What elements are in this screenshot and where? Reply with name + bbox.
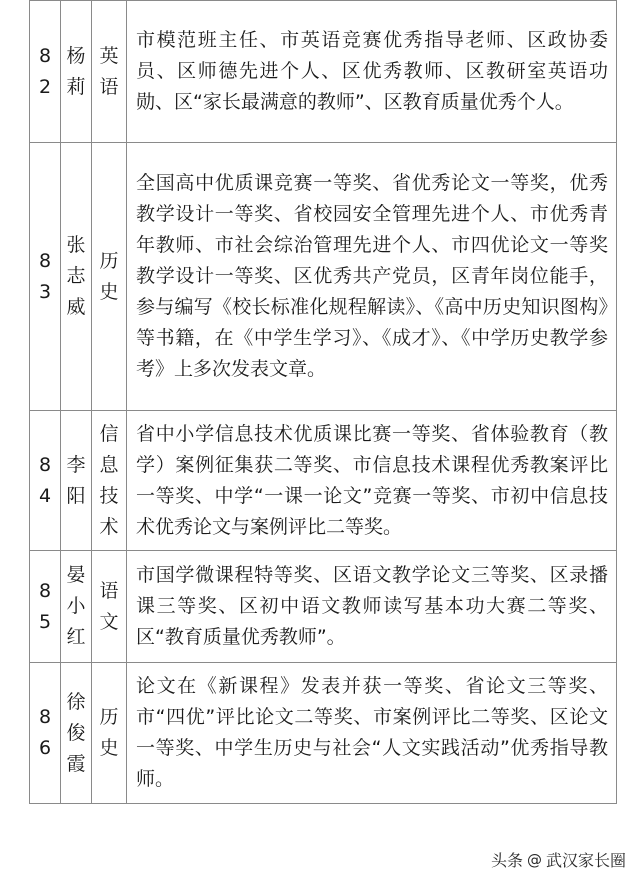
honors-description: 市模范班主任、市英语竞赛优秀指导老师、区政协委员、区师德先进个人、区优秀教师、区教研室英语功勋、区“家长最满意的教师”、区教育质量优秀个人。	[127, 1, 617, 143]
subject: 英语	[92, 1, 127, 143]
row-number: 82	[30, 1, 61, 143]
honors-description: 省中小学信息技术优质课比赛一等奖、省体验教育（教学）案例征集获二等奖、市信息技术课程优秀教案评比一等奖、中学“一课一论文”竞赛一等奖、市初中信息技术优秀论文与案例评比二等奖。	[127, 411, 617, 551]
teacher-name: 张志威	[61, 143, 92, 411]
row-number: 84	[30, 411, 61, 551]
row-number: 83	[30, 143, 61, 411]
at-sign: @	[526, 850, 542, 869]
watermark-account: 武汉家长圈	[545, 851, 626, 870]
honors-description: 全国高中优质课竞赛一等奖、省优秀论文一等奖，优秀教学设计一等奖、省校园安全管理先进个人、市优秀青年教师、市社会综治管理先进个人、市四优论文一等奖教学设计一等奖、区优秀共产党员，区青年岗位能手，参与编写《校长标准化规程解读》、《高中历史知识图构》等书籍，在《中学生学习》、《成才》、《中学历史教学参考》上多次发表文章。	[127, 143, 617, 411]
subject: 信息技术	[92, 411, 127, 551]
table-row	[30, 1, 617, 143]
subject: 语文	[92, 551, 127, 663]
subject: 历史	[92, 663, 127, 804]
watermark-prefix: 头条	[490, 851, 523, 870]
honors-description: 论文在《新课程》发表并获一等奖、省论文三等奖、市“四优”评比论文二等奖、市案例评比二等奖、区论文一等奖、中学生历史与社会“人文实践活动”优秀指导教师。	[127, 663, 617, 804]
teacher-name: 杨莉	[61, 1, 92, 143]
teacher-name: 晏小红	[61, 551, 92, 663]
row-number: 86	[30, 663, 61, 804]
honors-table	[29, 0, 617, 804]
table-row	[30, 143, 617, 411]
table-row	[30, 551, 617, 663]
table-row	[30, 663, 617, 804]
teacher-name: 李阳	[61, 411, 92, 551]
row-number: 85	[30, 551, 61, 663]
subject: 历史	[92, 143, 127, 411]
honors-description: 市国学微课程特等奖、区语文教学论文三等奖、区录播课三等奖、区初中语文教师读写基本功大赛二等奖、区“教育质量优秀教师”。	[127, 551, 617, 663]
teacher-name: 徐俊霞	[61, 663, 92, 804]
source-watermark	[491, 848, 626, 871]
table-row	[30, 411, 617, 551]
